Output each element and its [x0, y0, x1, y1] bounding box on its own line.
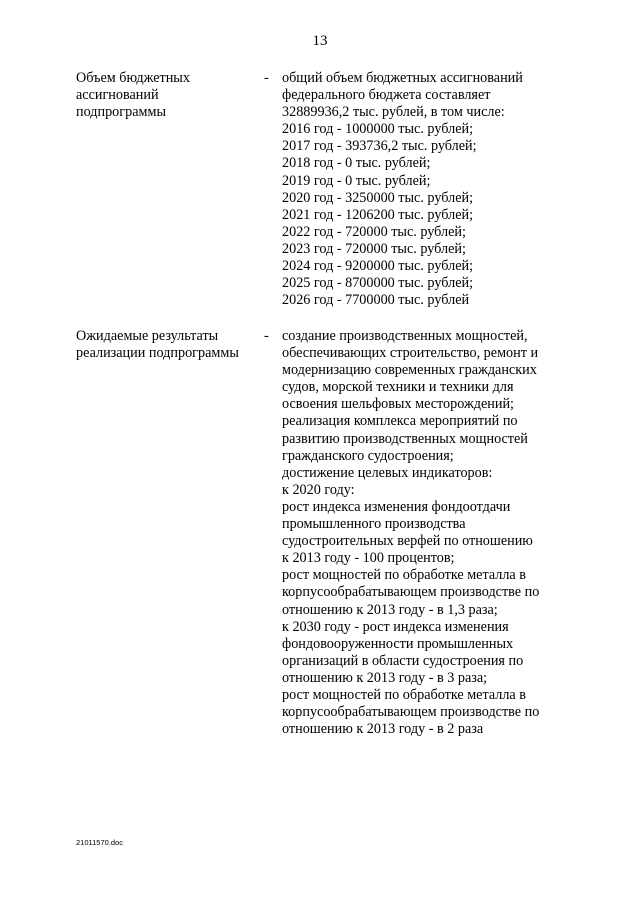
- label-line: реализации подпрограммы: [76, 345, 239, 362]
- budget-year-line: 2019 год - 0 тыс. рублей;: [282, 172, 431, 189]
- content-line: освоения шельфовых месторождений;: [282, 396, 515, 413]
- content-line: модернизацию современных гражданских: [282, 362, 537, 379]
- budget-year-line: 2026 год - 7700000 тыс. рублей: [282, 292, 470, 309]
- content-line: отношению к 2013 году - в 1,3 раза;: [282, 601, 498, 618]
- page-number: 13: [312, 33, 328, 49]
- budget-year-line: 2021 год - 1206200 тыс. рублей;: [282, 206, 474, 223]
- content-line: к 2030 году - рост индекса изменения: [282, 618, 509, 635]
- content-line: развитию производственных мощностей: [282, 430, 528, 447]
- label-line: Ожидаемые результаты: [76, 328, 219, 344]
- section-dash: -: [264, 328, 269, 344]
- content-line: фондовооруженности промышленных: [282, 635, 514, 652]
- content-line: рост индекса изменения фондоотдачи: [282, 498, 511, 515]
- budget-year-line: 2020 год - 3250000 тыс. рублей;: [282, 189, 474, 206]
- budget-year-line: 2023 год - 720000 тыс. рублей;: [282, 240, 466, 257]
- content-line: к 2013 году - 100 процентов;: [282, 550, 455, 567]
- content-line: реализация комплекса мероприятий по: [282, 413, 518, 430]
- document-filename: 21011570.doc: [76, 838, 123, 847]
- content-line: корпусообрабатывающем производстве по: [282, 584, 540, 601]
- content-line: судостроительных верфей по отношению: [282, 533, 533, 550]
- budget-year-line: 2024 год - 9200000 тыс. рублей;: [282, 258, 474, 275]
- content-line: к 2020 году:: [282, 481, 355, 498]
- content-line: федерального бюджета составляет: [282, 87, 491, 104]
- content-line: промышленного производства: [282, 516, 466, 533]
- budget-year-line: 2018 год - 0 тыс. рублей;: [282, 155, 431, 172]
- content-line: организаций в области судостроения по: [282, 652, 524, 669]
- content-line: корпусообрабатывающем производстве по: [282, 704, 540, 721]
- content-line: общий объем бюджетных ассигнований: [282, 70, 523, 86]
- budget-year-line: 2017 год - 393736,2 тыс. рублей;: [282, 138, 477, 155]
- content-line: обеспечивающих строительство, ремонт и: [282, 345, 539, 362]
- budget-year-line: 2016 год - 1000000 тыс. рублей;: [282, 121, 474, 138]
- content-line: достижение целевых индикаторов:: [282, 464, 493, 481]
- content-line: 32889936,2 тыс. рублей, в том числе:: [282, 104, 505, 121]
- section-label: [76, 328, 261, 362]
- content-line: рост мощностей по обработке металла в: [282, 686, 526, 703]
- content-line: рост мощностей по обработке металла в: [282, 567, 526, 584]
- budget-year-line: 2022 год - 720000 тыс. рублей;: [282, 223, 466, 240]
- content-line: создание производственных мощностей,: [282, 328, 528, 344]
- section-content: [282, 70, 582, 309]
- content-line: отношению к 2013 году - в 2 раза: [282, 721, 484, 738]
- label-line: подпрограммы: [76, 104, 166, 121]
- content-line: гражданского судостроения;: [282, 447, 454, 464]
- content-line: отношению к 2013 году - в 3 раза;: [282, 669, 488, 686]
- section-content: [282, 328, 582, 738]
- section-dash: -: [264, 70, 269, 86]
- label-line: ассигнований: [76, 87, 159, 104]
- label-line: Объем бюджетных: [76, 70, 190, 86]
- section-label: [76, 70, 261, 121]
- budget-year-line: 2025 год - 8700000 тыс. рублей;: [282, 275, 474, 292]
- content-line: судов, морской техники и техники для: [282, 379, 514, 396]
